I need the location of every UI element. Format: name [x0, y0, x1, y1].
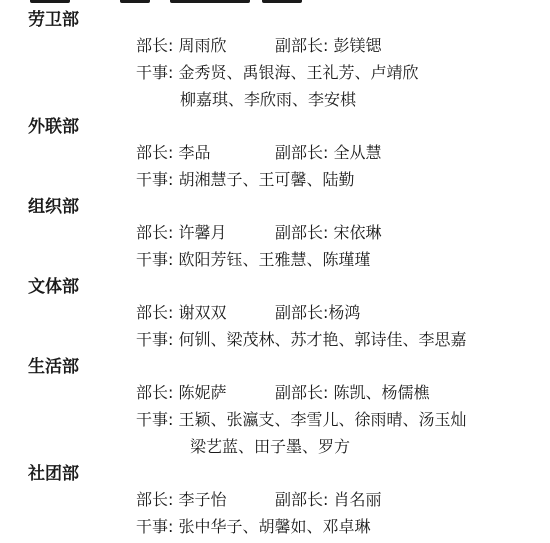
cropped-previous-line — [0, 0, 550, 3]
dept-head: 部长: 李品 — [136, 143, 211, 162]
dept-staff: 干事: 金秀贤、禹银海、王礼芳、卢靖欣 — [136, 63, 419, 82]
dept-head: 部长: 李子怡 — [136, 490, 227, 509]
dept-deputy: 副部长: 陈凯、杨儒樵 — [275, 383, 430, 402]
dept-staff: 干事: 胡湘慧子、王可馨、陆勤 — [136, 170, 355, 189]
dept-deputy: 副部长: 彭镁锶 — [275, 36, 382, 55]
dept-deputy: 副部长:杨鸿 — [275, 303, 361, 322]
dept-title: 社团部 — [28, 464, 79, 484]
dept-title: 生活部 — [28, 357, 79, 377]
dept-staff-continued: 梁艺蓝、田子墨、罗方 — [190, 437, 351, 456]
dept-staff: 干事: 张中华子、胡馨如、邓卓琳 — [136, 517, 371, 536]
dept-deputy: 副部长: 肖名丽 — [275, 490, 382, 509]
dept-head: 部长: 许馨月 — [136, 223, 227, 242]
dept-head: 部长: 陈妮萨 — [136, 383, 227, 402]
dept-deputy: 副部长: 宋依琳 — [275, 223, 382, 242]
dept-staff: 干事: 欧阳芳钰、王雅慧、陈瑾瑾 — [136, 250, 371, 269]
dept-staff-continued: 柳嘉琪、李欣雨、李安棋 — [180, 90, 357, 109]
dept-title: 组织部 — [28, 197, 79, 217]
dept-title: 外联部 — [28, 117, 79, 137]
dept-staff: 干事: 王颖、张瀛支、李雪儿、徐雨晴、汤玉灿 — [136, 410, 467, 429]
dept-deputy: 副部长: 全从慧 — [275, 143, 382, 162]
dept-head: 部长: 周雨欣 — [136, 36, 227, 55]
dept-title: 文体部 — [28, 277, 79, 297]
dept-title: 劳卫部 — [28, 10, 79, 30]
dept-head: 部长: 谢双双 — [136, 303, 227, 322]
dept-staff: 干事: 何钏、梁茂林、苏才艳、郭诗佳、李思嘉 — [136, 330, 467, 349]
